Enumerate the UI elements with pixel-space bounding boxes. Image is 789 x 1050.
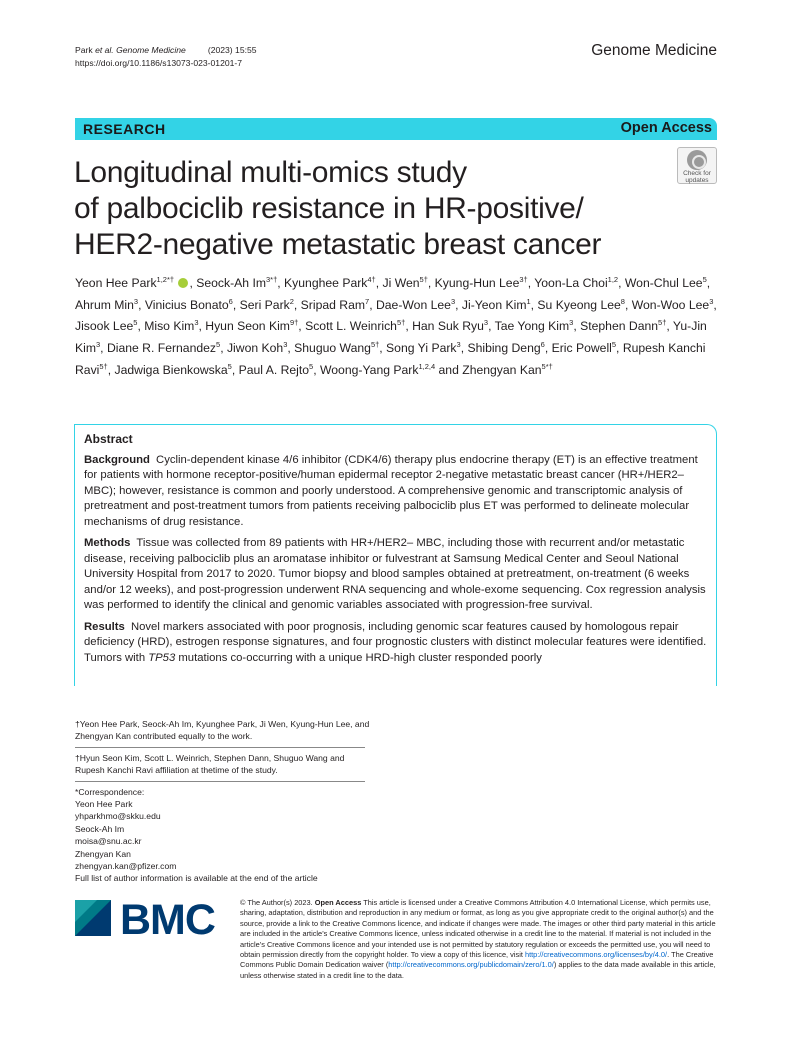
author-affiliation: 3 <box>194 318 199 328</box>
author-name: , Su Kyeong Lee <box>530 297 621 312</box>
license-text: ) applies to the data made available in this article, unless otherwise stated in a credit line to the data. <box>240 960 716 980</box>
methods-text: Tissue was collected from 89 patients with HR+/HER2– MBC, including those with recurrent and/or metastatic disease, receiving palbociclib plus an aromatase inhibitor or fulvestrant at Samsung Medical Center and Seoul National University Hospital from 2017 to 2020. Tumor biopsy and blood samples obtained at pretreatment, on-treatment (6 weeks and/or 12 weeks), and post-progression underwent RNA sequencing and whole-exome sequencing. Cox regression analysis was performed to identify the clinical and genomic variables associated with progression-free survival. <box>84 537 706 611</box>
author-affiliation: 2 <box>289 296 294 306</box>
cc-by-link[interactable]: http://creativecommons.org/licenses/by/4.0/ <box>524 950 668 960</box>
author-name: , Woong-Yang Park <box>313 362 419 377</box>
citation-year: (2023) 15:55 <box>207 45 257 55</box>
author-affiliation: 3 <box>283 339 288 349</box>
check-for-updates-button[interactable] <box>677 147 717 184</box>
correspondent-name: Seock-Ah Im <box>75 823 125 834</box>
license-text: This article is licensed under a Creative Commons Attribution 4.0 International License, which permits use, sharing, adaptation, distribution and reproduction in any medium or format, as long as you give appropriate credit to the original author(s) and the source, provide a link to the Creative Commons licence, and indicate if changes were made. The images or other third party material in this article are included in the article’s Creative Commons licence, unless indicated otherwise in a credit line to the material. If material is not included in the article’s Creative Commons licence and your intended use is not permitted by statutory regulation or exceeds the permitted use, you will need to obtain permission directly from the copyright holder. To view a copy of this licence, visit <box>240 898 716 960</box>
cc-zero-link[interactable]: http://creativecommons.org/publicdomain/zero/1.0/ <box>388 960 554 970</box>
author-name: , Seock-Ah Im <box>189 276 267 291</box>
author-affiliation: 3 <box>450 296 456 306</box>
author-affiliation: 6 <box>540 339 545 349</box>
author-name: and Zhengyan Kan <box>435 362 542 377</box>
author-affiliation: 3 <box>483 318 489 328</box>
author-affiliation: 3 <box>569 318 574 328</box>
author-affiliation: 5 <box>309 361 314 371</box>
author-name: , Shibing Deng <box>460 341 541 356</box>
author-name: , Vinicius Bonato <box>138 297 229 312</box>
affiliation-note: †Hyun Seon Kim, Scott L. Weinrich, Stephen Dann, Shuguo Wang and Rupesh Kanchi Ravi affiliation at thetime of the study. <box>75 752 365 782</box>
section-banner <box>75 118 717 140</box>
author-name: , Hyun Seon Kim <box>198 319 290 334</box>
results-text: Novel markers associated with poor prognosis, including genomic scar features caused by homologous repair deficiency (HRD), estrogen response signatures, and four prognostic clusters with distinct molecular features were identified. Tumors with <box>84 620 707 664</box>
author-affiliation: 5 <box>133 318 138 328</box>
author-name: , Jisook Lee <box>75 297 717 334</box>
author-name: , Tae Yong Kim <box>488 319 570 334</box>
author-list <box>75 271 725 379</box>
bmc-logo <box>75 896 225 944</box>
title-line: of palbociclib resistance in HR-positive/ <box>74 192 584 225</box>
orcid-icon[interactable] <box>178 278 188 288</box>
author-name: , Seri Park <box>232 297 290 312</box>
author-affiliation: 5† <box>419 275 428 284</box>
citation-line <box>75 44 257 57</box>
correspondent-name: Yeon Hee Park <box>75 799 133 810</box>
title-line: Longitudinal multi-omics study <box>74 156 467 189</box>
author-name: , Rupesh Kanchi Ravi <box>75 341 706 377</box>
check-updates-icon <box>687 150 707 170</box>
author-name: , Jiwon Koh <box>220 341 284 356</box>
author-affiliation: 3 <box>709 296 714 306</box>
author-name: , Miso Kim <box>137 319 195 334</box>
correspondent-email[interactable]: moisa@snu.ac.kr <box>75 836 142 847</box>
author-name: , Yu-Jin Kim <box>75 319 707 356</box>
author-affiliation: 5 <box>702 275 707 284</box>
author-name: , Song Yi Park <box>379 341 457 356</box>
correspondent-email[interactable]: yhparkhmo@skku.edu <box>75 811 161 822</box>
open-access-label: Open Access <box>620 120 712 136</box>
author-affiliation: 1 <box>526 296 531 306</box>
abstract-background <box>84 453 707 531</box>
author-name: , Shuguo Wang <box>287 341 371 356</box>
article-type-label: RESEARCH <box>83 121 166 137</box>
author-info-note: Full list of author information is available at the end of the article <box>75 873 318 884</box>
author-name: , Yoon-La Choi <box>527 276 608 291</box>
equal-contribution-note: †Yeon Hee Park, Seock-Ah Im, Kyunghee Park, Ji Wen, Kyung-Hun Lee, and Zhengyan Kan contributed equally to the work. <box>75 718 365 748</box>
author-affiliation: 5 <box>227 361 232 371</box>
author-affiliation: 3† <box>519 275 528 284</box>
license-open-access-label: Open Access <box>314 898 362 907</box>
title-line: HER2-negative metastatic breast cancer <box>74 228 602 261</box>
author-name: , Ji Wen <box>375 276 420 291</box>
author-name: , Dae-Won Lee <box>369 297 451 312</box>
author-name: , Won-Woo Lee <box>624 297 710 312</box>
author-affiliation: 1,2 <box>607 275 619 284</box>
author-affiliation: 3*† <box>266 275 278 284</box>
author-affiliation: 9† <box>289 318 299 328</box>
license-statement <box>240 898 718 981</box>
author-name: , Paul A. Rejto <box>231 362 310 377</box>
journal-name: Genome Medicine <box>591 42 717 59</box>
results-text: mutations co-occurring with a unique HRD-high cluster responded poorly <box>175 651 542 664</box>
results-gene: TP53 <box>148 651 176 664</box>
author-name: , Eric Powell <box>544 341 612 356</box>
author-affiliation: 3 <box>456 339 461 349</box>
bmc-logo-mark-icon <box>75 900 111 936</box>
copyright-text: © The Author(s) 2023. <box>240 898 315 907</box>
author-name: , Kyunghee Park <box>277 276 368 291</box>
author-name: , Ahrum Min <box>75 276 711 312</box>
correspondence-label: *Correspondence: <box>75 786 145 797</box>
footnotes <box>75 718 375 893</box>
doi-link[interactable]: https://doi.org/10.1186/s13073-023-01201-7 <box>75 58 243 68</box>
author-affiliation: 3 <box>133 296 139 306</box>
author-affiliation: 5† <box>396 318 406 328</box>
correspondent-email[interactable]: zhengyan.kan@pfizer.com <box>75 861 177 872</box>
author-affiliation: 1,2*† <box>156 275 175 284</box>
bmc-logo-text: BMC <box>120 896 215 944</box>
author-affiliation: 6 <box>228 296 233 306</box>
correspondence-note <box>75 786 365 889</box>
author-affiliation: 5† <box>370 339 380 349</box>
methods-label: Methods <box>84 537 131 549</box>
author-name: , Kyung-Hun Lee <box>427 276 520 291</box>
citation-journal: et al. Genome Medicine <box>95 45 186 55</box>
citation-authors: Park <box>75 45 96 55</box>
author-name: , Sripad Ram <box>293 297 366 312</box>
author-name: , Won-Chul Lee <box>618 276 703 291</box>
check-updates-label: Check for updates <box>683 170 711 184</box>
author-affiliation: 3 <box>96 339 101 349</box>
author-affiliation: 4† <box>367 275 376 284</box>
correspondent-name: Zhengyan Kan <box>75 848 131 859</box>
author-affiliation: 5† <box>658 318 667 328</box>
citation <box>75 44 257 70</box>
author-affiliation: 5† <box>99 361 108 371</box>
abstract-methods <box>84 536 707 614</box>
author-name: Yeon Hee Park <box>75 276 157 291</box>
author-affiliation: 5 <box>611 339 617 349</box>
abstract-results <box>84 620 707 667</box>
author-name: , Han Suk Ryu <box>405 319 484 334</box>
background-label: Background <box>84 453 150 466</box>
author-name: , Jadwiga Bienkowska <box>107 362 228 377</box>
abstract-heading: Abstract <box>84 432 133 446</box>
author-name: , Ji-Yeon Kim <box>455 297 527 312</box>
author-affiliation: 8 <box>620 296 625 306</box>
author-affiliation: 5 <box>216 339 221 349</box>
author-name: , Diane R. Fernandez <box>100 341 217 356</box>
results-label: Results <box>84 620 125 633</box>
license-text: . The Creative Commons Public Domain Dedication waiver ( <box>240 950 714 970</box>
author-affiliation: 7 <box>365 296 370 306</box>
author-affiliation: 1,2,4 <box>418 361 436 371</box>
author-name: , Stephen Dann <box>573 319 659 334</box>
article-title <box>74 155 664 263</box>
author-affiliation: 5*† <box>541 361 553 371</box>
background-text: Cyclin-dependent kinase 4/6 inhibitor (CDK4/6) therapy plus endocrine therapy (ET) is an effective treatment for patients with hormone receptor-positive/human epidermal receptor 2-negative metastatic breast cancer (HR+/HER2– MBC); however, resistance is common and poorly understood. A comprehensive genomic and transcriptomic analysis of pretreatment and post-treatment tumors from patients receiving palbociclib plus ET was performed to delineate molecular mechanisms of drug resistance. <box>84 453 698 528</box>
abstract-box <box>74 424 717 686</box>
author-name: , Scott L. Weinrich <box>298 319 397 334</box>
